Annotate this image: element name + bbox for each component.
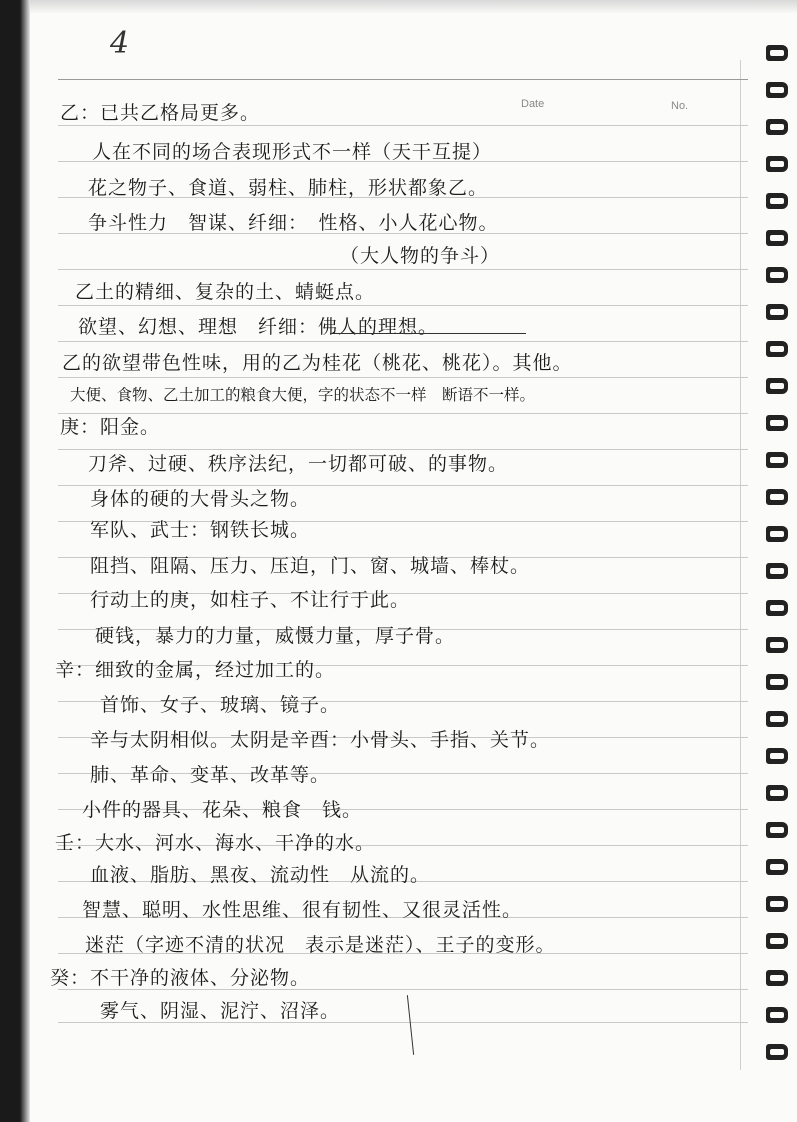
note-line: 硬钱，暴力的力量，威慑力量，厚子骨。 <box>95 625 456 647</box>
note-line: 雾气、阴湿、泥泞、沼泽。 <box>100 1000 341 1022</box>
note-line: 乙土的精细、复杂的土、蜻蜓点。 <box>75 281 376 303</box>
note-line: 乙的欲望带色性味，用的乙为桂花（桃花、桃花）。其他。 <box>62 352 573 374</box>
note-line-yi-heading: 乙：已共乙格局更多。 <box>60 102 261 124</box>
ruled-line <box>58 125 748 126</box>
note-line: 行动上的庚，如柱子、不让行于此。 <box>90 589 411 611</box>
note-line: 身体的硬的大骨头之物。 <box>90 488 311 510</box>
binding-ring <box>766 785 788 801</box>
binding-ring <box>766 711 788 727</box>
note-line: （大人物的争斗） <box>340 245 501 267</box>
note-line: 军队、武士：钢铁长城。 <box>90 519 311 541</box>
note-line: 首饰、女子、玻璃、镜子。 <box>100 694 341 716</box>
note-line: 欲望、幻想、理想 纤细：佛人的理想。 <box>78 316 439 338</box>
note-line: 阻挡、阻隔、压力、压迫，门、窗、城墙、棒杖。 <box>90 555 531 577</box>
underline-mark <box>330 333 526 334</box>
binding-ring <box>766 859 788 875</box>
note-line-xin-heading: 辛：细致的金属，经过加工的。 <box>55 659 336 681</box>
number-label: No. <box>671 100 689 112</box>
ruled-line <box>58 341 748 342</box>
binding-ring <box>766 304 788 320</box>
note-line: 肺、革命、变革、改革等。 <box>90 764 331 786</box>
binding-ring <box>766 822 788 838</box>
scan-shadow <box>0 0 30 1122</box>
note-line: 争斗性力 智谋、纤细： 性格、小人花心物。 <box>88 212 499 234</box>
ruled-line <box>58 269 748 270</box>
note-line: 花之物子、食道、弱柱、肺柱，形状都象乙。 <box>88 177 489 199</box>
note-line: 刀斧、过硬、秩序法纪，一切都可破、的事物。 <box>88 453 509 475</box>
binding-ring <box>766 82 788 98</box>
binding-ring <box>766 45 788 61</box>
binding-ring <box>766 748 788 764</box>
note-line-ren-heading: 壬：大水、河水、海水、干净的水。 <box>55 832 376 854</box>
binding-ring <box>766 933 788 949</box>
binding-ring <box>766 378 788 394</box>
date-label: Date <box>521 98 545 110</box>
binding-ring <box>766 193 788 209</box>
binding-ring <box>766 1007 788 1023</box>
page-edge-line <box>740 60 741 1070</box>
binding-ring <box>766 156 788 172</box>
header-rule <box>58 79 748 80</box>
binding-ring <box>766 489 788 505</box>
pen-stroke <box>407 995 414 1055</box>
ruled-line <box>58 377 748 378</box>
binding-ring <box>766 600 788 616</box>
binding-ring <box>766 674 788 690</box>
binding-ring <box>766 119 788 135</box>
binding-ring <box>766 563 788 579</box>
note-line: 迷茫（字迹不清的状况 表示是迷茫）、王子的变形。 <box>85 934 556 956</box>
note-line-geng-heading: 庚：阳金。 <box>60 416 161 438</box>
binding-ring <box>766 341 788 357</box>
binding-ring <box>766 1044 788 1060</box>
binding-ring <box>766 970 788 986</box>
note-line: 人在不同的场合表现形式不一样（天干互提） <box>92 141 493 163</box>
spiral-binding <box>760 30 797 1080</box>
note-line: 辛与太阴相似。太阴是辛酉：小骨头、手指、关节。 <box>90 729 551 751</box>
note-line: 智慧、聪明、水性思维、很有韧性、又很灵活性。 <box>82 899 523 921</box>
top-shade <box>0 0 797 14</box>
binding-ring <box>766 267 788 283</box>
binding-ring <box>766 230 788 246</box>
page-number: 4 <box>110 26 130 61</box>
binding-ring <box>766 526 788 542</box>
note-line: 大便、食物、乙土加工的粮食大便，字的状态不一样 断语不一样。 <box>70 386 536 404</box>
ruled-line <box>58 305 748 306</box>
note-line: 小件的器具、花朵、粮食 钱。 <box>82 799 363 821</box>
binding-ring <box>766 415 788 431</box>
binding-ring <box>766 637 788 653</box>
binding-ring <box>766 452 788 468</box>
note-line: 血液、脂肪、黑夜、流动性 从流的。 <box>90 864 431 886</box>
note-line-gui-heading: 癸：不干净的液体、分泌物。 <box>50 967 311 989</box>
ruled-line <box>58 413 748 414</box>
binding-ring <box>766 896 788 912</box>
